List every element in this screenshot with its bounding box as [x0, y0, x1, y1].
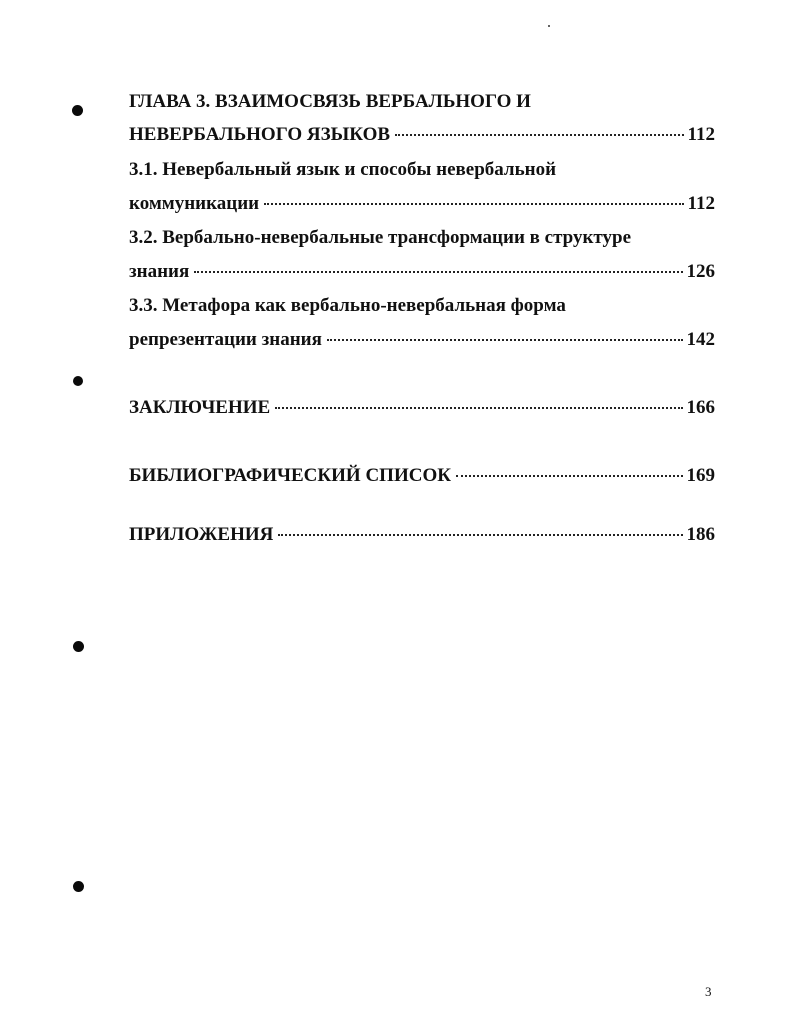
- dot-leader: [275, 407, 682, 409]
- toc-entry-conclusion[interactable]: [129, 396, 715, 420]
- punch-hole: [73, 881, 84, 892]
- toc-section-3-3-line1: [129, 294, 715, 318]
- toc-section-title: 3.1. Невербальный язык и способы невербальной: [129, 159, 557, 180]
- page-number: 3: [705, 984, 712, 999]
- dot-leader: [327, 339, 683, 341]
- toc-chapter3-title-line1: [129, 90, 715, 114]
- toc-page-number: 112: [687, 193, 715, 214]
- toc-conclusion-title: ЗАКЛЮЧЕНИЕ: [129, 397, 271, 418]
- punch-hole: [73, 641, 84, 652]
- dot-leader: [264, 203, 683, 205]
- toc-section-title: 3.2. Вербально-невербальные трансформации в структуре: [129, 227, 631, 248]
- toc-section-3-2-line1: [129, 226, 715, 250]
- toc-section-title-cont: репрезентации знания: [129, 329, 322, 350]
- toc-page-number: 126: [686, 261, 715, 282]
- dot-leader: [194, 271, 682, 273]
- toc-section-title-cont: знания: [129, 261, 190, 282]
- toc-bibliography-title: БИБЛИОГРАФИЧЕСКИЙ СПИСОК: [129, 465, 452, 486]
- toc-page-number: 142: [686, 329, 715, 350]
- toc-entry-section-3-3[interactable]: [129, 328, 715, 352]
- toc-chapter3-title-cont: НЕВЕРБАЛЬНОГО ЯЗЫКОВ: [129, 124, 391, 145]
- toc-section-title-cont: коммуникации: [129, 193, 260, 214]
- toc-entry-chapter3[interactable]: [129, 123, 715, 147]
- toc-page-number: 169: [686, 465, 715, 486]
- punch-hole: [73, 376, 83, 386]
- toc-entry-appendices[interactable]: [129, 523, 715, 547]
- toc-page-number: 112: [687, 124, 715, 145]
- dot-leader: [456, 475, 682, 477]
- toc-section-3-1-line1: [129, 158, 715, 182]
- toc-section-title: 3.3. Метафора как вербально-невербальная форма: [129, 295, 566, 316]
- toc-page-number: 186: [686, 524, 715, 545]
- toc-appendices-title: ПРИЛОЖЕНИЯ: [129, 524, 274, 545]
- dot-leader: [395, 134, 684, 136]
- toc-chapter3-title: ГЛАВА 3. ВЗАИМОСВЯЗЬ ВЕРБАЛЬНОГО И: [129, 91, 531, 112]
- punch-hole: [72, 105, 83, 116]
- toc-entry-section-3-1[interactable]: [129, 192, 715, 216]
- toc-entry-section-3-2[interactable]: [129, 260, 715, 284]
- scan-speck: [548, 25, 550, 27]
- dot-leader: [278, 534, 682, 536]
- toc-page-number: 166: [686, 397, 715, 418]
- toc-entry-bibliography[interactable]: [129, 464, 715, 488]
